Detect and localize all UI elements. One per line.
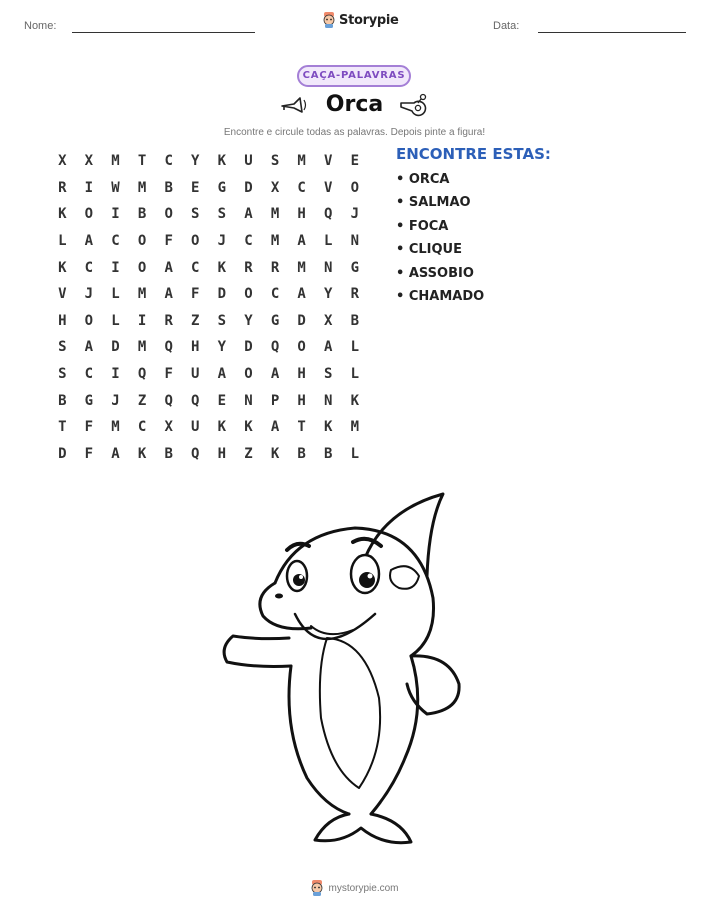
grid-row: [49, 201, 368, 228]
mascot-icon: [322, 12, 336, 28]
grid-cell[interactable]: F: [84, 419, 94, 436]
grid-row: [49, 228, 368, 255]
grid-cell[interactable]: K: [217, 419, 227, 436]
grid-cell[interactable]: A: [297, 286, 306, 303]
grid-cell[interactable]: F: [84, 445, 94, 462]
grid-cell[interactable]: V: [58, 286, 67, 303]
grid-cell[interactable]: L: [350, 445, 360, 462]
grid-row: [49, 334, 368, 361]
grid-cell[interactable]: M: [137, 339, 147, 356]
grid-cell[interactable]: A: [270, 419, 280, 436]
word-list-item: • CLIQUE: [396, 242, 462, 258]
whistle-icon: [398, 93, 430, 117]
grid-cell[interactable]: B: [164, 179, 173, 196]
grid-cell[interactable]: I: [111, 366, 120, 383]
grid-row: [49, 387, 368, 414]
word-list-title: ENCONTRE ESTAS:: [396, 145, 551, 163]
grid-cell[interactable]: O: [244, 286, 253, 303]
grid-cell[interactable]: C: [297, 179, 306, 196]
grid-cell[interactable]: G: [350, 259, 360, 276]
word-list-item: • ASSOBIO: [396, 265, 474, 281]
grid-cell[interactable]: L: [350, 339, 360, 356]
grid-cell[interactable]: E: [350, 153, 360, 170]
grid-cell[interactable]: M: [270, 206, 280, 223]
grid-cell[interactable]: M: [297, 153, 306, 170]
grid-cell[interactable]: M: [111, 419, 120, 436]
grid-cell[interactable]: I: [84, 179, 94, 196]
grid-cell[interactable]: L: [111, 286, 120, 303]
grid-cell[interactable]: O: [137, 233, 147, 250]
grid-cell[interactable]: B: [297, 445, 306, 462]
grid-cell[interactable]: S: [270, 153, 280, 170]
grid-cell[interactable]: A: [84, 233, 94, 250]
grid-cell[interactable]: M: [350, 419, 360, 436]
grid-cell[interactable]: W: [111, 179, 120, 196]
grid-cell[interactable]: G: [270, 312, 280, 329]
grid-cell[interactable]: C: [137, 419, 147, 436]
grid-cell[interactable]: T: [58, 419, 67, 436]
grid-cell[interactable]: C: [84, 259, 94, 276]
grid-row: [49, 148, 368, 175]
grid-cell[interactable]: B: [350, 312, 360, 329]
grid-cell[interactable]: Y: [191, 153, 200, 170]
grid-cell[interactable]: H: [297, 206, 306, 223]
grid-cell[interactable]: H: [191, 339, 200, 356]
grid-cell[interactable]: R: [270, 259, 280, 276]
brand-name: Storypie: [339, 12, 399, 28]
grid-cell[interactable]: A: [84, 339, 94, 356]
grid-cell[interactable]: N: [244, 392, 253, 409]
grid-cell[interactable]: K: [324, 419, 333, 436]
grid-cell[interactable]: S: [58, 366, 67, 383]
grid-cell[interactable]: D: [297, 312, 306, 329]
grid-cell[interactable]: J: [350, 206, 360, 223]
brand-logo: [322, 12, 399, 28]
grid-cell[interactable]: A: [164, 259, 173, 276]
grid-cell[interactable]: A: [297, 233, 306, 250]
grid-cell[interactable]: G: [217, 179, 227, 196]
grid-cell[interactable]: N: [350, 233, 360, 250]
grid-cell[interactable]: C: [191, 259, 200, 276]
grid-cell[interactable]: L: [350, 366, 360, 383]
grid-cell[interactable]: O: [297, 339, 306, 356]
word-list-item: • FOCA: [396, 218, 449, 234]
grid-cell[interactable]: O: [191, 233, 200, 250]
grid-cell[interactable]: E: [191, 179, 200, 196]
grid-cell[interactable]: I: [111, 259, 120, 276]
grid-row: [49, 281, 368, 308]
grid-cell[interactable]: O: [84, 312, 94, 329]
grid-cell[interactable]: R: [58, 179, 67, 196]
grid-cell[interactable]: S: [191, 206, 200, 223]
grid-cell[interactable]: O: [164, 206, 173, 223]
grid-cell[interactable]: A: [324, 339, 333, 356]
grid-cell[interactable]: V: [324, 179, 333, 196]
grid-cell[interactable]: U: [191, 366, 200, 383]
grid-cell[interactable]: A: [164, 286, 173, 303]
grid-cell[interactable]: K: [58, 259, 67, 276]
word-list-item: • SALMAO: [396, 195, 471, 211]
grid-cell[interactable]: C: [111, 233, 120, 250]
grid-cell[interactable]: K: [350, 392, 360, 409]
grid-cell[interactable]: D: [58, 445, 67, 462]
grid-cell[interactable]: B: [58, 392, 67, 409]
grid-cell[interactable]: Y: [244, 312, 253, 329]
page-title: Orca: [325, 92, 384, 117]
grid-cell[interactable]: A: [111, 445, 120, 462]
grid-row: [49, 414, 368, 441]
grid-cell[interactable]: L: [111, 312, 120, 329]
word-list-item: • CHAMADO: [396, 288, 485, 304]
grid-cell[interactable]: C: [244, 233, 253, 250]
grid-cell[interactable]: M: [297, 259, 306, 276]
grid-row: [49, 308, 368, 335]
grid-cell[interactable]: K: [270, 445, 280, 462]
grid-cell[interactable]: Y: [217, 339, 227, 356]
grid-cell[interactable]: X: [270, 179, 280, 196]
grid-cell[interactable]: K: [217, 153, 227, 170]
grid-cell[interactable]: L: [324, 233, 333, 250]
grid-cell[interactable]: D: [111, 339, 120, 356]
grid-cell[interactable]: X: [58, 153, 67, 170]
grid-cell[interactable]: D: [217, 286, 227, 303]
grid-cell[interactable]: S: [324, 366, 333, 383]
grid-cell[interactable]: Q: [191, 392, 200, 409]
grid-cell[interactable]: Z: [244, 445, 253, 462]
grid-cell[interactable]: J: [217, 233, 227, 250]
grid-cell[interactable]: Z: [137, 392, 147, 409]
grid-cell[interactable]: C: [270, 286, 280, 303]
grid-cell[interactable]: M: [137, 179, 147, 196]
grid-row: [49, 254, 368, 281]
instructions: Encontre e circule todas as palavras. Depois pinte a figura!: [223, 127, 486, 138]
grid-cell[interactable]: B: [164, 445, 173, 462]
grid-cell[interactable]: B: [324, 445, 333, 462]
grid-cell[interactable]: L: [58, 233, 67, 250]
grid-cell[interactable]: Q: [164, 392, 173, 409]
grid-cell[interactable]: J: [111, 392, 120, 409]
grid-cell[interactable]: H: [297, 392, 306, 409]
grid-cell[interactable]: R: [164, 312, 173, 329]
grid-cell[interactable]: Q: [191, 445, 200, 462]
grid-row: [49, 361, 368, 388]
grid-cell[interactable]: H: [217, 445, 227, 462]
grid-cell[interactable]: O: [350, 179, 360, 196]
grid-cell[interactable]: Q: [137, 366, 147, 383]
grid-cell[interactable]: K: [137, 445, 147, 462]
footer: [0, 880, 709, 896]
grid-cell[interactable]: V: [324, 153, 333, 170]
grid-cell[interactable]: C: [84, 366, 94, 383]
grid-cell[interactable]: N: [324, 259, 333, 276]
grid-cell[interactable]: D: [244, 339, 253, 356]
category-badge: CAÇA-PALAVRAS: [297, 65, 411, 87]
mascot-icon: [310, 880, 324, 896]
grid-cell[interactable]: X: [84, 153, 94, 170]
grid-cell[interactable]: H: [58, 312, 67, 329]
grid-cell[interactable]: S: [58, 339, 67, 356]
grid-cell[interactable]: S: [217, 312, 227, 329]
grid-cell[interactable]: B: [137, 206, 147, 223]
grid-cell[interactable]: F: [164, 233, 173, 250]
grid-cell[interactable]: U: [244, 153, 253, 170]
date-label: Data:: [493, 20, 520, 32]
name-label: Nome:: [24, 20, 57, 32]
grid-cell[interactable]: X: [164, 419, 173, 436]
name-line[interactable]: [72, 32, 255, 33]
grid-cell[interactable]: P: [270, 392, 280, 409]
footer-url[interactable]: mystorypie.com: [328, 882, 399, 894]
grid-cell[interactable]: R: [350, 286, 360, 303]
grid-cell[interactable]: T: [137, 153, 147, 170]
grid-cell[interactable]: K: [244, 419, 253, 436]
grid-row: [49, 175, 368, 202]
grid-cell[interactable]: M: [111, 153, 120, 170]
grid-cell[interactable]: J: [84, 286, 94, 303]
date-line[interactable]: [538, 32, 686, 33]
grid-row: [49, 441, 368, 468]
grid-cell[interactable]: A: [244, 206, 253, 223]
word-search-grid: [49, 148, 368, 467]
grid-cell[interactable]: Q: [270, 339, 280, 356]
grid-cell[interactable]: Y: [324, 286, 333, 303]
grid-cell[interactable]: F: [191, 286, 200, 303]
grid-cell[interactable]: K: [58, 206, 67, 223]
grid-cell[interactable]: G: [84, 392, 94, 409]
word-list-item: • ORCA: [396, 172, 450, 187]
grid-cell[interactable]: A: [270, 366, 280, 383]
grid-cell[interactable]: T: [297, 419, 306, 436]
grid-cell[interactable]: N: [324, 392, 333, 409]
grid-cell[interactable]: O: [244, 366, 253, 383]
grid-cell[interactable]: Q: [164, 339, 173, 356]
grid-cell[interactable]: M: [270, 233, 280, 250]
orca-coloring-illustration[interactable]: [215, 488, 505, 858]
grid-cell[interactable]: M: [137, 286, 147, 303]
grid-cell[interactable]: I: [137, 312, 147, 329]
grid-cell[interactable]: K: [217, 259, 227, 276]
grid-cell[interactable]: F: [164, 366, 173, 383]
grid-cell[interactable]: H: [297, 366, 306, 383]
grid-cell[interactable]: E: [217, 392, 227, 409]
grid-cell[interactable]: D: [244, 179, 253, 196]
grid-cell[interactable]: O: [84, 206, 94, 223]
grid-cell[interactable]: Q: [324, 206, 333, 223]
grid-cell[interactable]: S: [217, 206, 227, 223]
grid-cell[interactable]: A: [217, 366, 227, 383]
grid-cell[interactable]: O: [137, 259, 147, 276]
grid-cell[interactable]: C: [164, 153, 173, 170]
word-list: [396, 171, 484, 311]
grid-cell[interactable]: X: [324, 312, 333, 329]
grid-cell[interactable]: Z: [191, 312, 200, 329]
grid-cell[interactable]: I: [111, 206, 120, 223]
grid-cell[interactable]: U: [191, 419, 200, 436]
grid-cell[interactable]: R: [244, 259, 253, 276]
